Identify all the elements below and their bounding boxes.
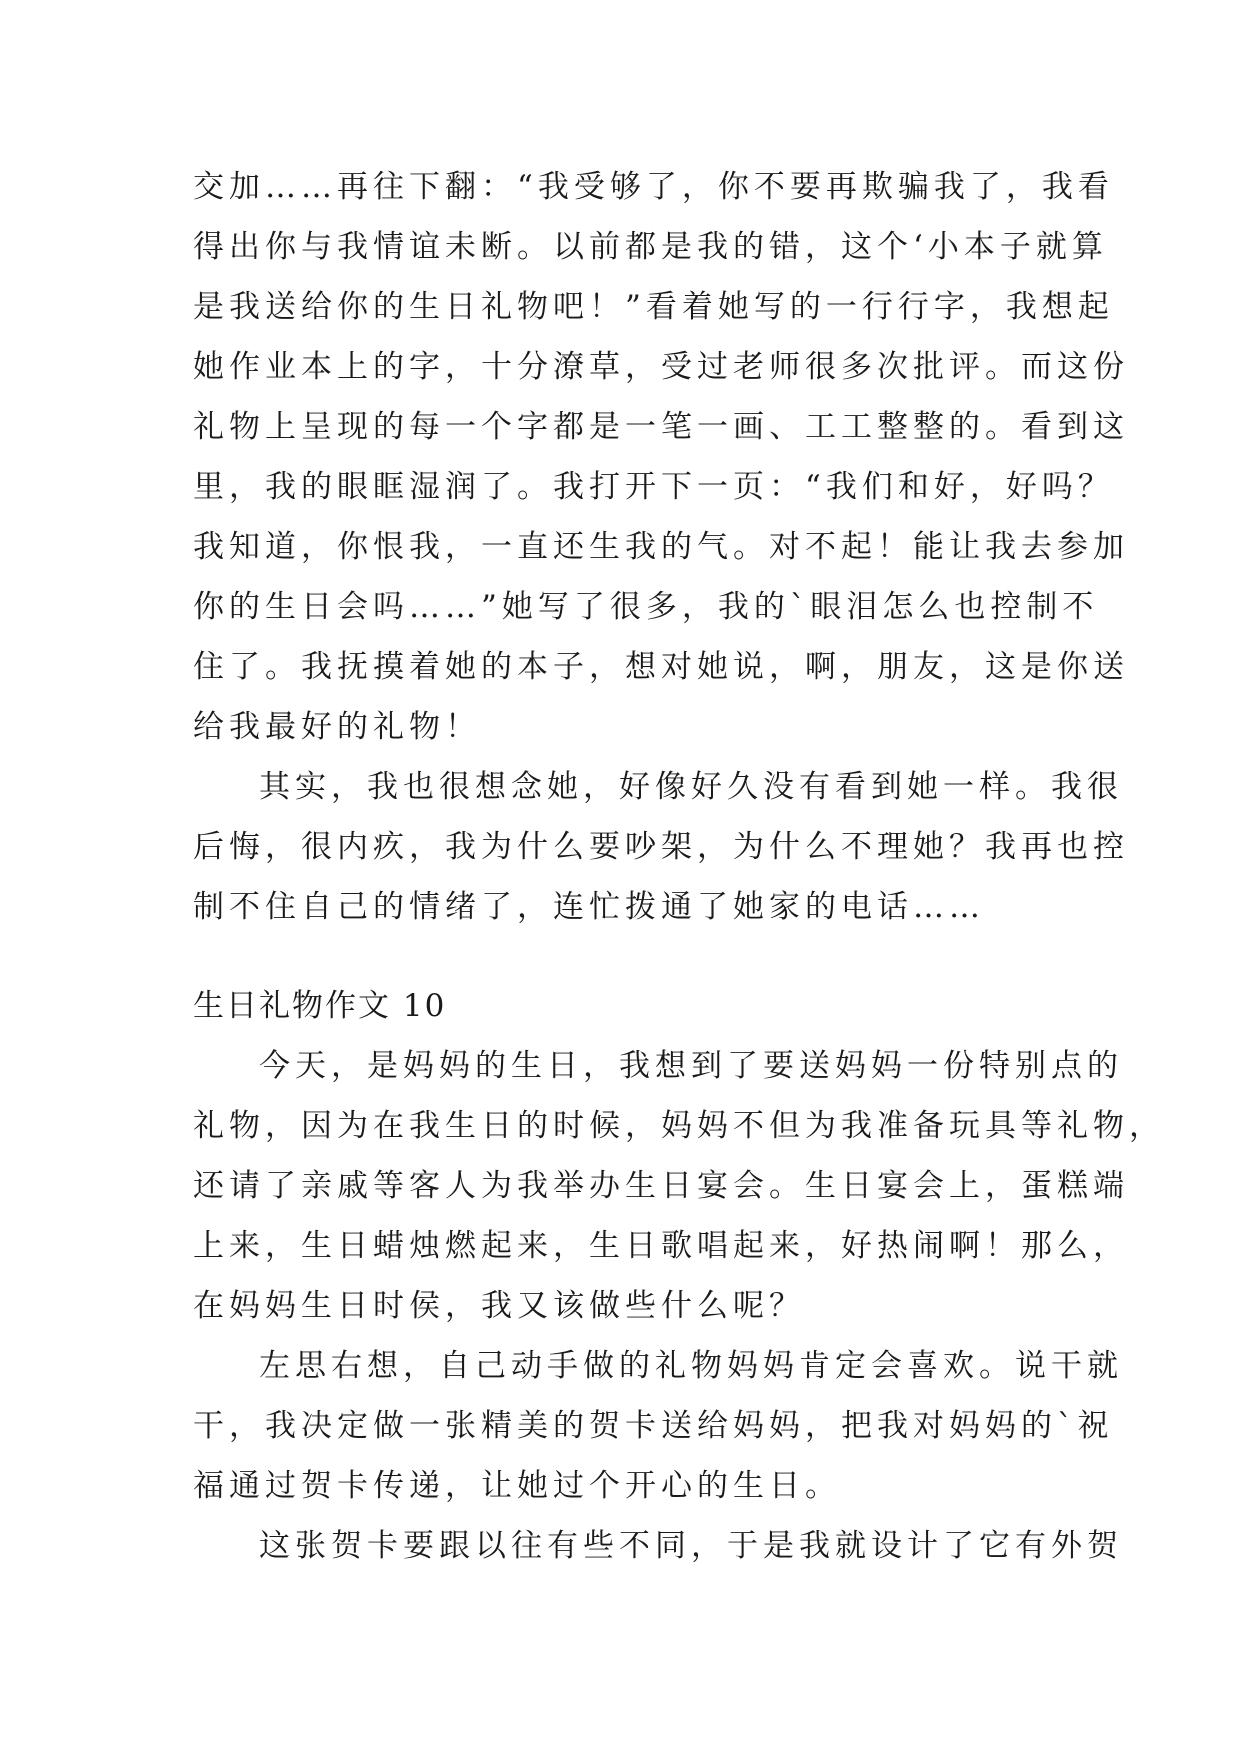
- text-line: 得出你与我情谊未断。以前都是我的错，这个‘小本子就算: [193, 229, 1108, 265]
- paragraph-first-line: 左思右想，自己动手做的礼物妈妈肯定会喜欢。说干就: [259, 1348, 1123, 1384]
- text-line: 干，我决定做一张精美的贺卡送给妈妈，把我对妈妈的`祝: [193, 1408, 1114, 1444]
- paragraph-first-line: 其实，我也很想念她，好像好久没有看到她一样。我很: [259, 769, 1123, 805]
- text-line: 礼物，因为在我生日的时候，妈妈不但为我准备玩具等礼物，: [193, 1108, 1165, 1144]
- paragraph-first-line: 今天，是妈妈的生日，我想到了要送妈妈一份特别点的: [259, 1048, 1123, 1084]
- text-line: 制不住自己的情绪了，连忙拨通了她家的电话……: [193, 889, 985, 925]
- text-line: 是我送给你的生日礼物吧！”看着她写的一行行字，我想起: [193, 289, 1114, 325]
- text-line: 给我最好的礼物！: [193, 709, 481, 745]
- text-line: 里，我的眼眶湿润了。我打开下一页：“我们和好，好吗？: [193, 469, 1114, 505]
- text-line: 你的生日会吗……”她写了很多，我的`眼泪怎么也控制不: [193, 589, 1099, 625]
- text-line: 交加……再往下翻：“我受够了，你不要再欺骗我了，我看: [193, 169, 1114, 205]
- text-line: 礼物上呈现的每一个字都是一笔一画、工工整整的。看到这: [193, 409, 1129, 445]
- text-line: 我知道，你恨我，一直还生我的气。对不起！能让我去参加: [193, 529, 1129, 565]
- text-line: 还请了亲戚等客人为我举办生日宴会。生日宴会上，蛋糕端: [193, 1168, 1129, 1204]
- text-line: 在妈妈生日时侯，我又该做些什么呢？: [193, 1288, 805, 1324]
- essay-section-10: [193, 1036, 1165, 1576]
- text-line: 她作业本上的字，十分潦草，受过老师很多次批评。而这份: [193, 349, 1129, 385]
- text-line: 上来，生日蜡烛燃起来，生日歌唱起来，好热闹啊！那么，: [193, 1228, 1129, 1264]
- text-line: 福通过贺卡传递，让她过个开心的生日。: [193, 1468, 841, 1504]
- essay-heading: 生日礼物作文 10: [193, 988, 447, 1024]
- text-line: 住了。我抚摸着她的本子，想对她说，啊，朋友，这是你送: [193, 649, 1129, 685]
- essay-section-previous: [193, 157, 1129, 937]
- text-line: 后悔，很内疚，我为什么要吵架，为什么不理她？我再也控: [193, 829, 1129, 865]
- paragraph-first-line: 这张贺卡要跟以往有些不同，于是我就设计了它有外贺: [259, 1528, 1123, 1564]
